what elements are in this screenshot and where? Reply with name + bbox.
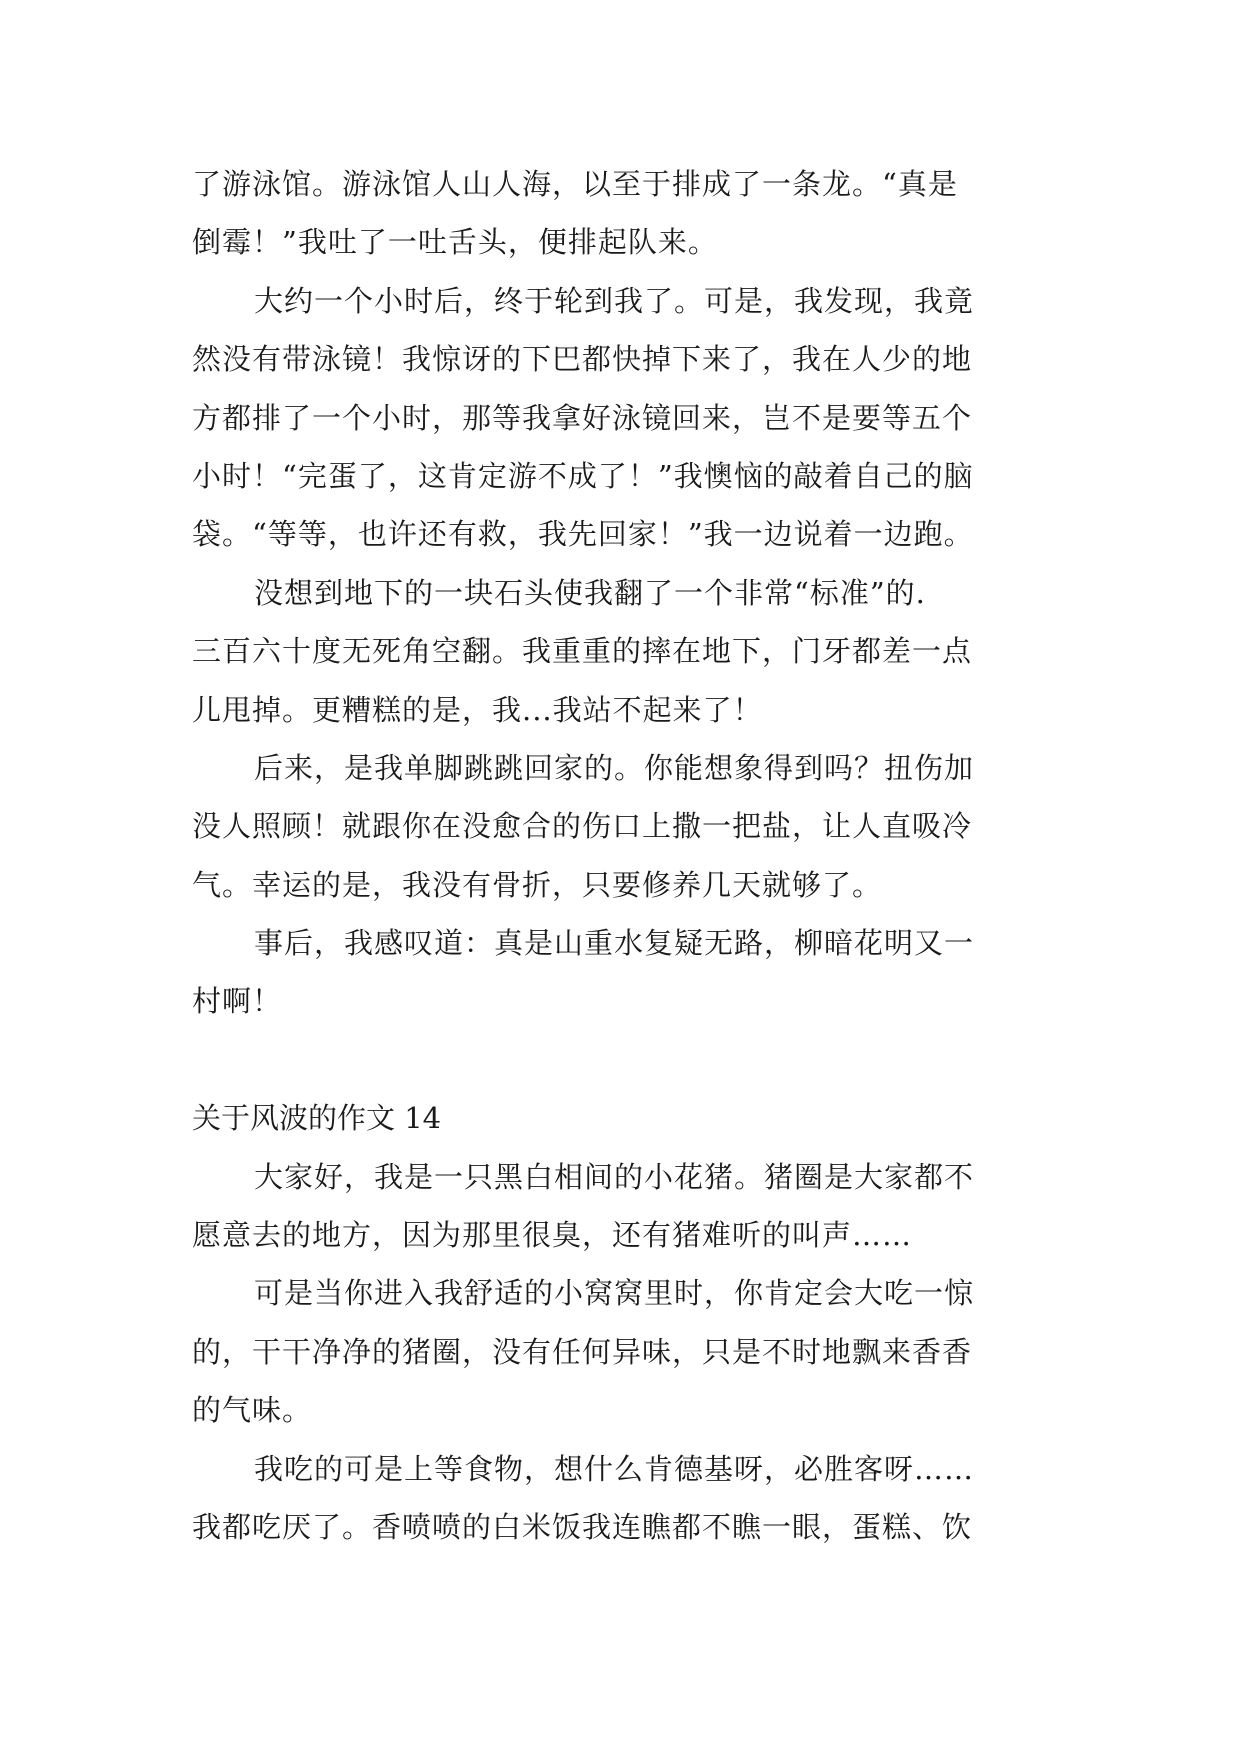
blank-line xyxy=(192,1031,1072,1089)
text-line: 村啊！ xyxy=(192,984,283,1019)
text-line: 没人照顾！就跟你在没愈合的伤口上撒一把盐，让人直吸冷 xyxy=(192,809,973,844)
essay-heading: 关于风波的作文 14 xyxy=(192,1101,442,1136)
text-line: 大约一个小时后，终于轮到我了。可是，我发现，我竟 xyxy=(254,283,975,318)
text-line: 没想到地下的一块石头使我翻了一个非常“标准”的. xyxy=(254,575,926,610)
text-line: 气。幸运的是，我没有骨折，只要修养几天就够了。 xyxy=(192,867,883,902)
text-line: 然没有带泳镜！我惊讶的下巴都快掉下来了，我在人少的地 xyxy=(192,342,973,377)
text-line: 事后，我感叹道：真是山重水复疑无路，柳暗花明又一 xyxy=(254,926,975,961)
text-line: 了游泳馆。游泳馆人山人海，以至于排成了一条龙。“真是 xyxy=(192,167,958,201)
text-line: 袋。“等等，也许还有救，我先回家！”我一边说着一边跑。 xyxy=(192,517,974,552)
text-line: 倒霉！”我吐了一吐舌头，便排起队来。 xyxy=(192,225,718,260)
text-line: 儿甩掉。更糟糕的是，我...我站不起来了！ xyxy=(192,692,763,727)
text-line: 大家好，我是一只黑白相间的小花猪。猪圈是大家都不 xyxy=(254,1159,975,1194)
text-line: 后来，是我单脚跳跳回家的。你能想象得到吗？扭伤加 xyxy=(254,750,975,785)
text-line: 愿意去的地方，因为那里很臭，还有猪难听的叫声…… xyxy=(192,1218,913,1253)
text-line: 的，干干净净的猪圈，没有任何异味，只是不时地飘来香香 xyxy=(192,1334,973,1369)
document-page xyxy=(192,155,1072,1556)
text-line: 小时！“完蛋了，这肯定游不成了！”我懊恼的敲着自己的脑 xyxy=(192,458,974,493)
text-line: 可是当你进入我舒适的小窝窝里时，你肯定会大吃一惊 xyxy=(254,1276,975,1311)
text-line: 的气味。 xyxy=(192,1393,313,1428)
text-line: 我都吃厌了。香喷喷的白米饭我连瞧都不瞧一眼，蛋糕、饮 xyxy=(192,1509,973,1544)
text-line: 我吃的可是上等食物，想什么肯德基呀，必胜客呀…… xyxy=(254,1451,975,1486)
text-line: 三百六十度无死角空翻。我重重的摔在地下，门牙都差一点 xyxy=(192,634,973,669)
text-line: 方都排了一个小时，那等我拿好泳镜回来，岂不是要等五个 xyxy=(192,400,973,435)
